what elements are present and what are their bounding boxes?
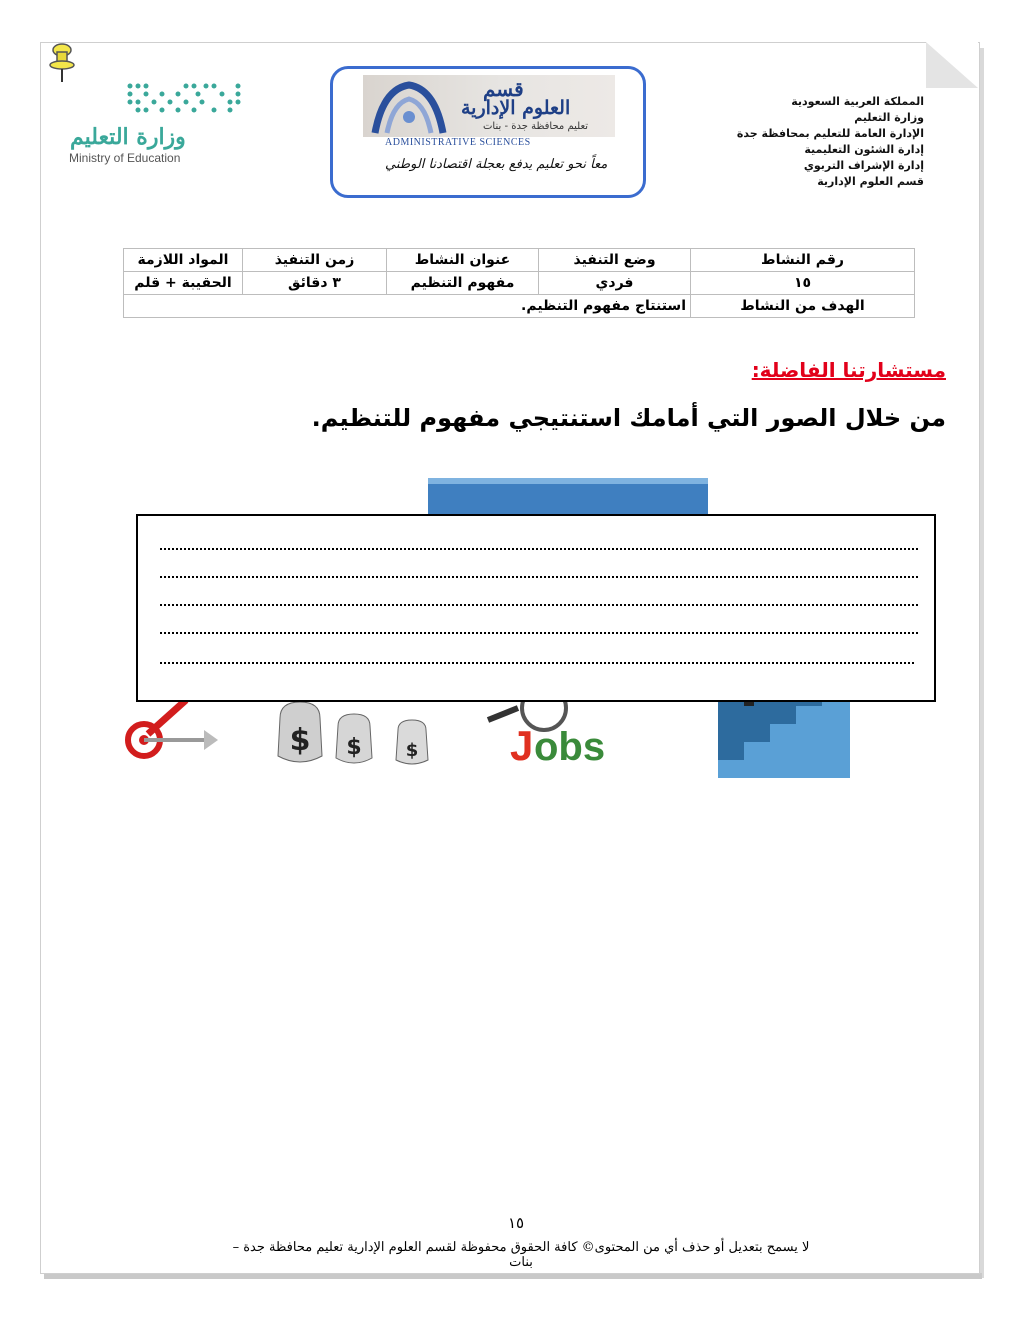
department-emblem-icon	[369, 79, 449, 135]
answer-line[interactable]	[160, 604, 918, 606]
org-line: إدارة الإشراف التربوي	[803, 159, 924, 172]
ministry-name-english: Ministry of Education	[69, 151, 181, 165]
table-header-cell: زمن التنفيذ	[243, 249, 387, 272]
org-line: إدارة الشئون التعليمية	[804, 143, 924, 156]
answer-line[interactable]	[160, 548, 918, 550]
page-number: ١٥	[508, 1214, 525, 1232]
org-line: وزارة التعليم	[854, 111, 924, 124]
ministry-name-arabic: وزارة التعليم	[70, 124, 186, 150]
table-cell: فردي	[539, 272, 691, 295]
table-cell: الحقيبة + قلم	[124, 272, 243, 295]
answer-line[interactable]	[160, 662, 914, 664]
jobs-word-j: J	[510, 722, 534, 769]
svg-text:$: $	[405, 740, 419, 761]
department-title-line1: قسم	[483, 77, 524, 101]
table-header-cell: المواد اللازمة	[124, 249, 243, 272]
department-subtitle: تعليم محافظة جدة - بنات	[483, 121, 589, 132]
svg-text:$: $	[346, 735, 362, 760]
org-line: قسم العلوم الإدارية	[817, 175, 924, 188]
page-curl-corner	[926, 42, 978, 88]
org-line: الإدارة العامة للتعليم بمحافظة جدة	[736, 127, 924, 140]
organization-header	[737, 94, 924, 190]
target-arrow-picture	[128, 700, 218, 756]
department-title-line2: العلوم الإدارية	[461, 97, 571, 119]
table-header-cell: رقم النشاط	[691, 249, 915, 272]
table-cell: مفهوم التنظيم	[387, 272, 539, 295]
answer-line[interactable]	[160, 576, 918, 578]
copyright-footer: لا يسمح بتعديل أو حذف أي من المحتوى© كافة الحقوق محفوظة لقسم العلوم الإدارية تعليم محافظة جدة – بنات	[232, 1240, 810, 1270]
goal-value-cell: استنتاج مفهوم التنظيم.	[124, 295, 691, 318]
table-header-row	[124, 249, 915, 272]
department-logo-box	[330, 66, 646, 198]
department-slogan: معاً نحو تعليم يدفع بعجلة اقتصادنا الوطني	[385, 157, 608, 172]
org-line: المملكة العربية السعودية	[791, 95, 924, 108]
activity-info-table	[123, 248, 915, 318]
table-row	[124, 272, 915, 295]
jobs-word-rest: obs	[534, 725, 606, 769]
answer-box[interactable]	[136, 514, 936, 702]
goal-label-cell: الهدف من النشاط	[691, 295, 915, 318]
table-header-cell: عنوان النشاط	[387, 249, 539, 272]
table-cell: ٣ دقائق	[243, 272, 387, 295]
answer-line[interactable]	[160, 632, 918, 634]
table-header-cell: وضع التنفيذ	[539, 249, 691, 272]
svg-text:$: $	[289, 723, 311, 758]
table-cell: ١٥	[691, 272, 915, 295]
table-goal-row	[124, 295, 915, 318]
department-name-english: ADMINISTRATIVE SCIENCES	[385, 137, 531, 148]
instruction-text: من خلال الصور التي أمامك استنتيجي مفهوم للتنظيم.	[311, 404, 946, 432]
money-bags-picture	[278, 702, 428, 764]
counselor-heading: مستشارتنا الفاضلة:	[751, 358, 946, 382]
